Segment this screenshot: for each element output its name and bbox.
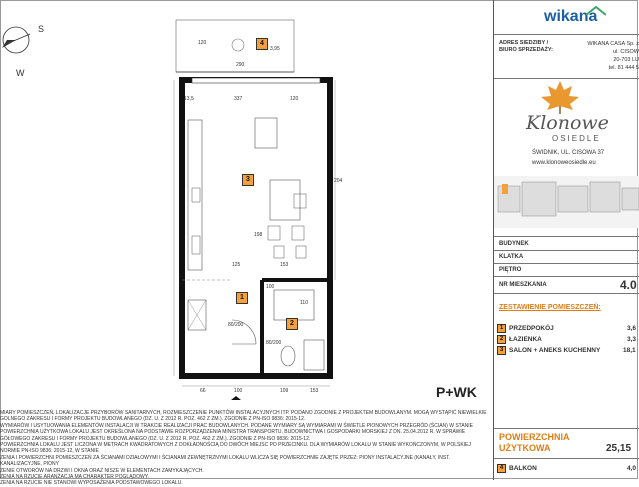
door-label: 80/200 bbox=[228, 322, 244, 328]
compass bbox=[0, 12, 45, 78]
developer-logo: wikana bbox=[544, 8, 598, 25]
room-row-2: 2 ŁAZIENKA 3,3 bbox=[497, 335, 639, 345]
field-nr-mieszkania: NR MIESZKANIA 4.0 bbox=[494, 277, 639, 294]
door-label: 80/200 bbox=[266, 340, 282, 346]
usable-area-value: 25,15 bbox=[606, 443, 632, 454]
field-budynek: BUDYNEK bbox=[494, 238, 639, 251]
note-line: ZENIE OTWORÓW NA DRZWI I OKNA ORAZ NISZE W ELEMENTACH ZAMYKAJĄCYCH. bbox=[0, 467, 204, 474]
dim-label: 66 bbox=[200, 388, 206, 394]
dim-label: 198 bbox=[254, 232, 263, 238]
room-tag-3: 3 bbox=[242, 174, 254, 186]
note-line: GOLNEGO ZAKRESU I FORMY PROJEKTU BUDOWLANEGO (DZ. U. Z 2012 R. POZ. 462 Z ZM.). ZGODNIE Z PN-ISO 9836: 2015-12. bbox=[0, 416, 306, 423]
estate-sub: OSIEDLE bbox=[552, 134, 601, 143]
rooms-heading: ZESTAWIENIE POMIESZCZEŃ: bbox=[499, 304, 601, 311]
address-label: ADRES SIEDZIBY / BIURO SPRZEDAŻY: bbox=[499, 40, 553, 53]
dim-label: 125 bbox=[232, 262, 241, 268]
dim-label: 13,5 bbox=[184, 96, 194, 102]
dim-label: 153 bbox=[280, 262, 289, 268]
dim-label: 110 bbox=[300, 300, 308, 306]
address-lines: WIKANA CASA Sp. z ul. CISOW 20-703 LU tel. 81 444 5 bbox=[587, 41, 639, 71]
logo-roof-icon bbox=[586, 6, 606, 16]
room-tag-2: 2 bbox=[286, 318, 298, 330]
outer-wall bbox=[182, 80, 330, 376]
floor-code: P+WK bbox=[436, 384, 477, 400]
note-line: ZENIA I POWIERZCHNI POMIESZCZEŃ ZA ŚCIANAMI DZIAŁOWYMI I ŚCIANAMI ZEWNĘTRZNYMI LOKALU WLICZA SIĘ POWIERZCHNIE ZAJĘTE PRZEZ: PIONY INSTALACYJNE (KANAŁY, INST. KANALIZACYJNE, PIONY bbox=[0, 454, 451, 468]
usable-area-label: POWIERZCHNIA UŻYTKOWA bbox=[499, 432, 570, 453]
dim-label: 290 bbox=[236, 62, 245, 68]
compass-icon bbox=[0, 12, 40, 62]
floor-plan-drawing bbox=[170, 0, 343, 400]
dim-label: 120 bbox=[290, 96, 299, 102]
note-line: ZENIA NA RZUCIE ARANŻACJA MA CHARAKTER POGLĄDOWY. bbox=[0, 474, 149, 481]
note-line: MIARY POMIESZCZEŃ, LOKALIZACJE PRZYBORÓW SANITARNYCH, ROZMIESZCZENIE PUNKTÓW INSTALACYJNYCH ITP. PODANO ZGODNIE Z PROJEKTEM BUDOWLANYM. MOGĄ WYSTĄPIĆ NIEWIELKIE bbox=[0, 410, 487, 416]
compass-s: S bbox=[38, 24, 45, 34]
room-row-1: 1 PRZEDPOKÓJ 3,6 bbox=[497, 324, 639, 334]
floor-plan bbox=[170, 0, 343, 400]
note-line: ZENIA NA RZUCIE NIE STANOWI WYPOSAŻENIA PODSTAWOWEGO LOKALU. bbox=[0, 480, 183, 487]
dim-label: 109 bbox=[280, 388, 289, 394]
dim-label: 120 bbox=[198, 40, 207, 46]
dim-label: 3,95 bbox=[270, 46, 280, 52]
info-panel bbox=[494, 0, 639, 480]
note-line: POWIERZCHNIA UŻYTKOWA LOKALU JEST OKREŚLONA NA PODSTAWIE ROZPORZĄDZENIA MINISTRA TRANSPORTU, BUDOWNICTWA I GOSPODARKI MORSKIEJ Z DN. 25.04.2012 R. W SPRAWIE bbox=[0, 429, 466, 436]
note-line: POWIERZCHNIA LOKALU JEST LICZONA W METRACH KWADRATOWYCH Z DOKŁADNOŚCIĄ DO DWÓCH MIEJSC PO PRZECINKU. DLA WYMIARÓW LOKALU W STANIE WYKOŃCZONYM, W POLSKIEJ NORMIE PN-ISO 9836: 2015-12, W STANIE bbox=[0, 442, 471, 455]
balcony-row: 4 BALKON 4,0 bbox=[497, 464, 639, 474]
estate-name: Klonowe bbox=[526, 112, 609, 134]
dim-label: 204 bbox=[334, 178, 343, 184]
dim-label: 153 bbox=[310, 388, 319, 394]
dim-label: 337 bbox=[234, 96, 243, 102]
notes-block bbox=[0, 410, 492, 487]
building-site-plan bbox=[494, 176, 639, 228]
note-line: GÓŁOWEGO ZAKRESU I FORMY PROJEKTU BUDOWLANEGO (DZ. U. Z 2012 R. POZ. 462 Z ZM.). ZGODNIE Z PN-ISO 9836: 2015-12. bbox=[0, 435, 311, 442]
room-tag-1: 1 bbox=[236, 292, 248, 304]
dim-label: 100 bbox=[234, 388, 243, 394]
estate-url: www.klonoweosiedle.eu bbox=[532, 160, 596, 166]
room-row-3: 3 SALON + ANEKS KUCHENNY 18,1 bbox=[497, 346, 639, 356]
room-tag-4: 4 bbox=[256, 38, 268, 50]
note-line: WYMIARÓW I USYTUOWANIA ELEMENTÓW INSTALACJI W TRAKCIE REALIZACJI PRAC BUDOWLANYCH. PODANE WYMIARY SĄ WYMIARAMI W ŚWIETLE PIONOWYCH PRZEGRÓD (ŚCIAN) W STANIE bbox=[0, 422, 474, 429]
compass-w: W bbox=[16, 68, 25, 78]
field-klatka: KLATKA bbox=[494, 251, 639, 264]
field-pietro: PIĘTRO bbox=[494, 264, 639, 277]
maple-leaf-icon bbox=[540, 80, 580, 114]
dim-label: 100 bbox=[266, 284, 275, 290]
estate-location: ŚWIDNIK, UL. CISOWA 37 bbox=[532, 150, 605, 156]
